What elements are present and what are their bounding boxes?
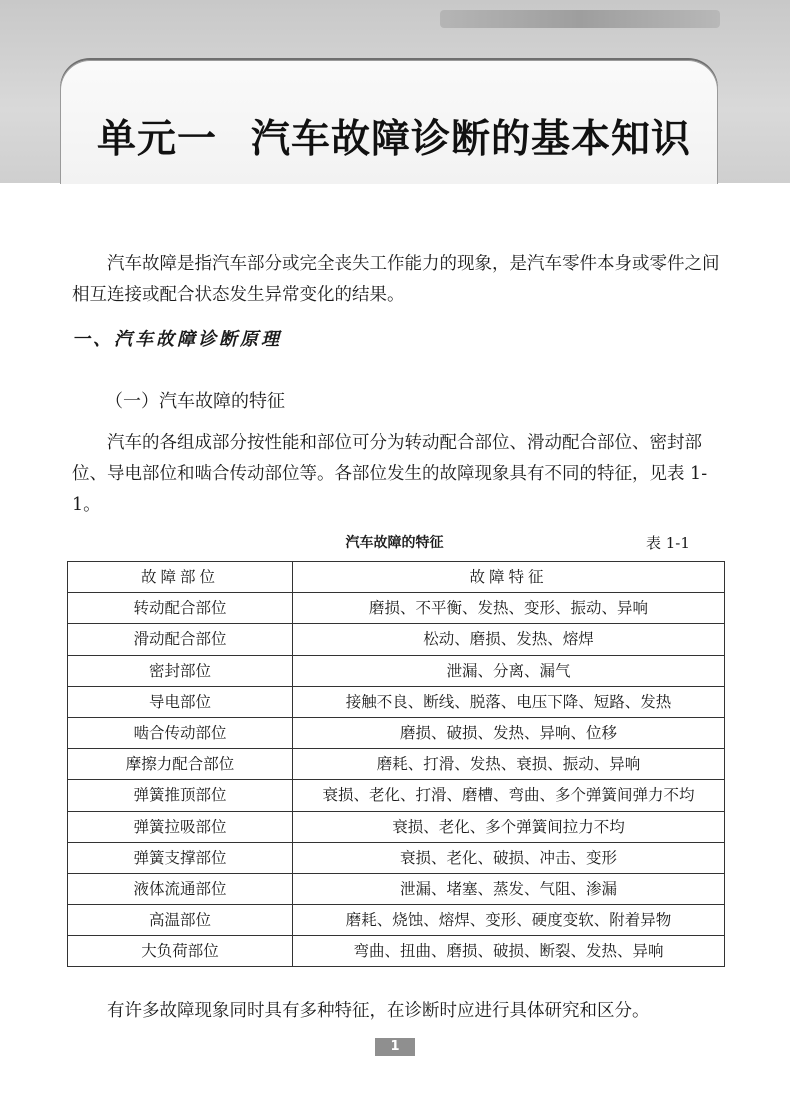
closing-paragraph: 有许多故障现象同时具有多种特征，在诊断时应进行具体研究和区分。 (107, 1001, 650, 1021)
location-cell: 摩擦力配合部位 (68, 749, 293, 780)
header-decor-strip (440, 10, 720, 28)
characteristics-cell: 弯曲、扭曲、磨损、破损、断裂、发热、异响 (293, 936, 725, 967)
location-cell: 弹簧推顶部位 (68, 780, 293, 811)
table-caption: 汽车故障的特征 (345, 535, 444, 551)
characteristics-cell: 磨损、不平衡、发热、变形、振动、异响 (293, 593, 725, 624)
table-row (68, 655, 725, 686)
table-row (68, 936, 725, 967)
table-row (68, 717, 725, 748)
location-cell: 导电部位 (68, 686, 293, 717)
table-row (68, 873, 725, 904)
header-fault-characteristics: 故障特征 (293, 562, 725, 593)
table-row (68, 686, 725, 717)
location-cell: 大负荷部位 (68, 936, 293, 967)
section-heading: 一、汽车故障诊断原理 (72, 329, 282, 350)
location-cell: 密封部位 (68, 655, 293, 686)
table-header-row (68, 562, 725, 593)
characteristics-cell: 衰损、老化、多个弹簧间拉力不均 (293, 811, 725, 842)
unit-label: 单元一 (97, 117, 218, 162)
characteristics-cell: 磨损、破损、发热、异响、位移 (293, 717, 725, 748)
location-cell: 液体流通部位 (68, 873, 293, 904)
characteristics-cell: 松动、磨损、发热、熔焊 (293, 624, 725, 655)
page-number: 1 (375, 1038, 415, 1056)
characteristics-cell: 磨耗、打滑、发热、衰损、振动、异响 (293, 749, 725, 780)
location-cell: 高温部位 (68, 905, 293, 936)
characteristics-cell: 泄漏、堵塞、蒸发、气阻、渗漏 (293, 873, 725, 904)
characteristics-cell: 接触不良、断线、脱落、电压下降、短路、发热 (293, 686, 725, 717)
table-row (68, 811, 725, 842)
body-paragraph: 汽车的各组成部分按性能和部位可分为转动配合部位、滑动配合部位、密封部位、导电部位和啮合传动部位等。各部位发生的故障现象具有不同的特征，见表 1-1。 (72, 433, 708, 515)
location-cell: 转动配合部位 (68, 593, 293, 624)
header-fault-location: 故障部位 (68, 562, 293, 593)
table-row (68, 842, 725, 873)
table-row (68, 749, 725, 780)
location-cell: 弹簧支撑部位 (68, 842, 293, 873)
characteristics-cell: 衰损、老化、打滑、磨槽、弯曲、多个弹簧间弹力不均 (293, 780, 725, 811)
page-title (97, 108, 691, 164)
location-cell: 弹簧拉吸部位 (68, 811, 293, 842)
location-cell: 滑动配合部位 (68, 624, 293, 655)
intro-paragraph: 汽车故障是指汽车部分或完全丧失工作能力的现象，是汽车零件本身或零件之间相互连接或配合状态发生异常变化的结果。 (72, 254, 720, 305)
characteristics-cell: 泄漏、分离、漏气 (293, 655, 725, 686)
characteristics-cell: 磨耗、烧蚀、熔焊、变形、硬度变软、附着异物 (293, 905, 725, 936)
table-row (68, 624, 725, 655)
location-cell: 啮合传动部位 (68, 717, 293, 748)
table-row (68, 905, 725, 936)
fault-characteristics-table (67, 561, 725, 967)
table-row (68, 780, 725, 811)
table-row (68, 593, 725, 624)
table-number: 表 1-1 (646, 534, 690, 552)
unit-title: 汽车故障诊断的基本知识 (251, 117, 692, 162)
characteristics-cell: 衰损、老化、破损、冲击、变形 (293, 842, 725, 873)
subsection-heading: （一）汽车故障的特征 (105, 391, 285, 412)
